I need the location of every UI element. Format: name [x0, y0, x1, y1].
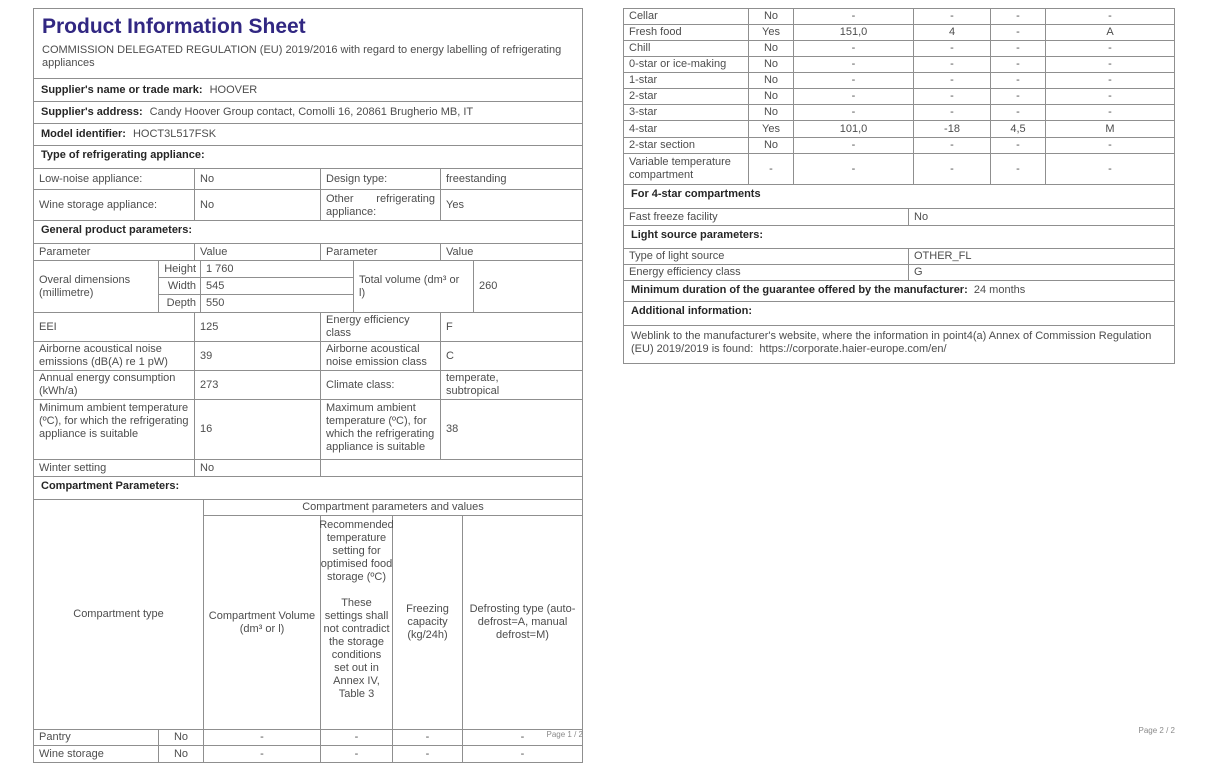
- winter-setting-empty-cell: [321, 460, 582, 476]
- compartment-volume: 151,0: [794, 25, 914, 40]
- min-temperature-label: Minimum ambient temperature (ºC), for which the refrigerating appliance is suitable: [34, 400, 195, 459]
- compartment-volume: -: [794, 9, 914, 24]
- compartment-defrost: -: [1108, 106, 1112, 118]
- recommended-temperature-note: These settings shall not contradict the storage conditions set out in Annex IV, Table 3: [323, 597, 390, 700]
- compartment-temp: 4: [914, 25, 991, 40]
- compartment-volume: -: [794, 57, 914, 72]
- width-value: 545: [206, 279, 225, 292]
- compartment-freezing: -: [991, 89, 1046, 104]
- compartment-volume: -: [794, 138, 914, 153]
- recommended-temperature-main: Recommended temperature setting for optimised food storage (ºC): [319, 519, 394, 583]
- fast-freeze-value: No: [914, 210, 929, 223]
- section-compartment-parameters: Compartment Parameters:: [34, 477, 582, 500]
- efficiency-class-value: F: [446, 320, 453, 333]
- compartment-present: Yes: [749, 25, 794, 40]
- compartment-present: -: [749, 154, 794, 184]
- compartment-name: Fresh food: [624, 25, 749, 40]
- compartment-freezing: -: [991, 41, 1046, 56]
- parameter-header-2: Parameter: [321, 244, 441, 260]
- eei-value: 125: [195, 313, 321, 341]
- max-temperature-value: 38: [446, 423, 459, 435]
- compartment-temp: -: [914, 57, 991, 72]
- noise-class-label: Airborne acoustical noise emission class: [321, 342, 441, 370]
- compartment-defrost: -: [1108, 162, 1112, 175]
- parameter-header-1: Parameter: [34, 244, 195, 260]
- compartment-freezing: -: [991, 57, 1046, 72]
- compartment-row-2-star-section: [624, 138, 1174, 154]
- compartment-volume: -: [794, 89, 914, 104]
- compartment-defrost: -: [1108, 58, 1112, 70]
- compartment-table-header: [34, 500, 582, 730]
- compartment-name: 2-star: [624, 89, 749, 104]
- defrosting-type-header: Defrosting type (auto-defrost=A, manual defrost=M): [469, 603, 576, 641]
- wine-storage-appliance-row: [34, 190, 582, 221]
- compartment-name: 3-star: [624, 105, 749, 120]
- low-noise-label: Low-noise appliance:: [34, 169, 195, 189]
- compartment-temp: -: [914, 9, 991, 24]
- design-type-label: Design type:: [321, 169, 441, 189]
- compartment-defrost: -: [1108, 139, 1112, 151]
- depth-label: Depth: [159, 295, 201, 312]
- compartment-defrost: -: [1108, 42, 1112, 54]
- model-identifier-value: HOCT3L517FSK: [132, 128, 217, 140]
- compartment-volume-header: Compartment Volume (dm³ or l): [204, 516, 321, 729]
- light-efficiency-class-row: [624, 265, 1174, 281]
- guarantee-row: [624, 281, 1174, 302]
- wine-storage-label: Wine storage appliance:: [34, 190, 195, 220]
- dimension-width-row: [159, 278, 353, 295]
- light-efficiency-class-value: G: [914, 266, 923, 278]
- compartment-present: No: [749, 105, 794, 120]
- compartment-freezing: -: [991, 25, 1046, 40]
- compartment-span-header: Compartment parameters and values: [204, 500, 582, 516]
- low-noise-value: No: [195, 169, 321, 189]
- supplier-address-label: Supplier's address:: [41, 106, 143, 118]
- section-four-star-compartments: For 4-star compartments: [624, 185, 1174, 209]
- dimensions-label: Overal dimensions (millimetre): [34, 261, 159, 312]
- compartment-column-headers: [204, 516, 582, 729]
- compartment-row-fresh-food: [624, 25, 1174, 41]
- regulation-subtitle: COMMISSION DELEGATED REGULATION (EU) 2019/2016 with regard to energy labelling of refrigerating appliances: [42, 44, 562, 69]
- section-additional-information: Additional information:: [624, 302, 1174, 326]
- compartment-freezing: -: [991, 105, 1046, 120]
- max-temperature-label: Maximum ambient temperature (ºC), for which the refrigerating appliance is suitable: [321, 400, 441, 459]
- eei-row: [34, 313, 582, 342]
- dimension-height-row: [159, 261, 353, 278]
- compartment-name: 0-star or ice-making: [624, 57, 749, 72]
- fast-freeze-label: Fast freeze facility: [624, 209, 909, 225]
- compartment-freezing: 4,5: [991, 121, 1046, 137]
- compartment-temp: -: [914, 105, 991, 120]
- compartment-volume: -: [794, 73, 914, 88]
- compartment-volume: -: [794, 154, 914, 184]
- compartment-present: No: [159, 730, 204, 745]
- supplier-name-value: HOOVER: [209, 83, 258, 96]
- section-general-parameters: General product parameters:: [34, 221, 582, 244]
- compartment-name: 2-star section: [624, 138, 749, 153]
- dimensions-row: [34, 261, 582, 313]
- winter-setting-value: No: [195, 460, 321, 476]
- compartment-temp: -: [914, 41, 991, 56]
- min-temperature-value: 16: [195, 400, 321, 459]
- compartment-name: Wine storage: [34, 746, 159, 762]
- low-noise-row: [34, 169, 582, 190]
- weblink-row: [624, 326, 1174, 363]
- compartment-defrost: -: [520, 747, 525, 760]
- compartment-name: Cellar: [624, 9, 749, 24]
- page-1-footer: Page 1 / 2: [546, 730, 583, 739]
- noise-emissions-label: Airborne acoustical noise emissions (dB(A) re 1 pW): [34, 342, 195, 370]
- height-label: Height: [159, 261, 201, 277]
- winter-setting-row: [34, 460, 582, 477]
- dimensions-sub-table: [159, 261, 354, 312]
- winter-setting-label: Winter setting: [34, 460, 195, 476]
- compartment-freezing: -: [991, 154, 1046, 184]
- compartment-freezing: -: [991, 138, 1046, 153]
- compartment-name: 1-star: [624, 73, 749, 88]
- model-identifier-row: [34, 124, 582, 146]
- light-source-type-label: Type of light source: [624, 249, 909, 264]
- dimension-depth-row: [159, 295, 353, 312]
- light-source-type-value: OTHER_FL: [914, 250, 972, 262]
- compartment-volume: -: [204, 746, 321, 762]
- compartment-freezing: -: [393, 730, 463, 745]
- noise-emissions-value: 39: [195, 342, 321, 370]
- compartment-name: 4-star: [624, 121, 749, 137]
- value-header-1: Value: [195, 244, 321, 260]
- value-header-2: Value: [446, 245, 474, 258]
- climate-class-label: Climate class:: [321, 371, 441, 399]
- guarantee-value: 24 months: [973, 284, 1026, 296]
- compartment-defrost: -: [1108, 10, 1112, 22]
- section-type-of-appliance: Type of refrigerating appliance:: [34, 146, 582, 169]
- weblink-label: Weblink to the manufacturer's website, where the information in point4(a) Annex of Commission Regulation (EU) 2019/2019 is found:: [631, 330, 1152, 355]
- compartment-defrost: A: [1106, 26, 1114, 38]
- compartment-present: Yes: [749, 121, 794, 137]
- compartment-defrost: -: [1108, 90, 1112, 102]
- compartment-name: Chill: [624, 41, 749, 56]
- other-appliance-value: Yes: [446, 198, 464, 211]
- energy-consumption-value: 273: [195, 371, 321, 399]
- compartment-params-header-group: [204, 500, 582, 729]
- compartment-name: Variable temperature compartment: [624, 154, 749, 184]
- title-block: [34, 9, 582, 79]
- compartment-row-1-star: [624, 73, 1174, 89]
- compartment-name: Pantry: [34, 730, 159, 745]
- supplier-name-label: Supplier's name or trade mark:: [41, 83, 203, 96]
- compartment-row-variable-temperature: [624, 154, 1174, 185]
- total-volume-value: 260: [479, 280, 498, 292]
- supplier-address-value: Candy Hoover Group contact, Comolli 16, 20861 Brugherio MB, IT: [149, 106, 474, 118]
- compartment-volume: -: [794, 41, 914, 56]
- width-label: Width: [159, 278, 201, 294]
- compartment-present: No: [749, 9, 794, 24]
- compartment-freezing: -: [393, 746, 463, 762]
- compartment-temp: -: [914, 138, 991, 153]
- compartment-row-chill: [624, 41, 1174, 57]
- compartment-row-wine-storage: [34, 746, 582, 762]
- compartment-volume: -: [794, 105, 914, 120]
- page-1: [33, 8, 583, 763]
- compartment-freezing: -: [991, 73, 1046, 88]
- compartment-defrost: M: [1105, 122, 1115, 135]
- recommended-temperature-header: [321, 516, 393, 729]
- page-2: [623, 8, 1175, 364]
- compartment-row-cellar: [624, 9, 1174, 25]
- compartment-defrost: -: [1108, 74, 1112, 86]
- design-type-value: freestanding: [446, 172, 507, 185]
- compartment-present: No: [749, 73, 794, 88]
- guarantee-label: Minimum duration of the guarantee offered by the manufacturer:: [631, 284, 974, 296]
- compartment-temp: -: [321, 730, 393, 745]
- compartment-present: No: [159, 746, 204, 762]
- parameter-header-row: [34, 244, 582, 261]
- compartment-row-3-star: [624, 105, 1174, 121]
- energy-consumption-row: [34, 371, 582, 400]
- light-efficiency-class-label: Energy efficiency class: [624, 265, 909, 280]
- noise-row: [34, 342, 582, 371]
- compartment-temp: -: [914, 73, 991, 88]
- other-appliance-label: Other refrigerating appliance:: [321, 190, 441, 220]
- model-identifier-label: Model identifier:: [41, 128, 126, 140]
- compartment-temp: -: [914, 89, 991, 104]
- compartment-present: No: [749, 57, 794, 72]
- efficiency-class-label: Energy efficiency class: [321, 313, 441, 341]
- energy-consumption-label: Annual energy consumption (kWh/a): [34, 371, 195, 399]
- compartment-freezing: -: [991, 9, 1046, 24]
- compartment-row-4-star: [624, 121, 1174, 138]
- eei-label: EEI: [34, 313, 195, 341]
- height-value: 1 760: [206, 262, 234, 275]
- compartment-defrost: -: [520, 731, 525, 743]
- total-volume-label: Total volume (dm³ or l): [354, 261, 474, 312]
- compartment-row-2-star: [624, 89, 1174, 105]
- freezing-capacity-header: Freezing capacity (kg/24h): [393, 516, 463, 729]
- compartment-volume: -: [204, 730, 321, 745]
- compartment-temp: -18: [914, 121, 991, 137]
- compartment-type-header: Compartment type: [34, 500, 204, 729]
- compartment-present: No: [749, 41, 794, 56]
- depth-value: 550: [206, 297, 225, 309]
- compartment-present: No: [749, 138, 794, 153]
- compartment-volume: 101,0: [794, 121, 914, 137]
- ambient-temperature-row: [34, 400, 582, 460]
- compartment-present: No: [749, 89, 794, 104]
- noise-class-value: C: [446, 349, 454, 362]
- page-title: Product Information Sheet: [42, 15, 306, 38]
- compartment-row-0-star: [624, 57, 1174, 73]
- compartment-temp: -: [321, 746, 393, 762]
- climate-class-value: temperate, subtropical: [446, 372, 500, 397]
- supplier-address-row: [34, 102, 582, 124]
- wine-storage-value: No: [195, 190, 321, 220]
- light-source-type-row: [624, 249, 1174, 265]
- page-2-footer: Page 2 / 2: [1138, 726, 1175, 735]
- compartment-temp: -: [914, 154, 991, 184]
- fast-freeze-row: [624, 209, 1174, 226]
- weblink-url[interactable]: https://corporate.haier-europe.com/en/: [759, 343, 947, 355]
- supplier-name-row: [34, 79, 582, 102]
- section-light-source-parameters: Light source parameters:: [624, 226, 1174, 249]
